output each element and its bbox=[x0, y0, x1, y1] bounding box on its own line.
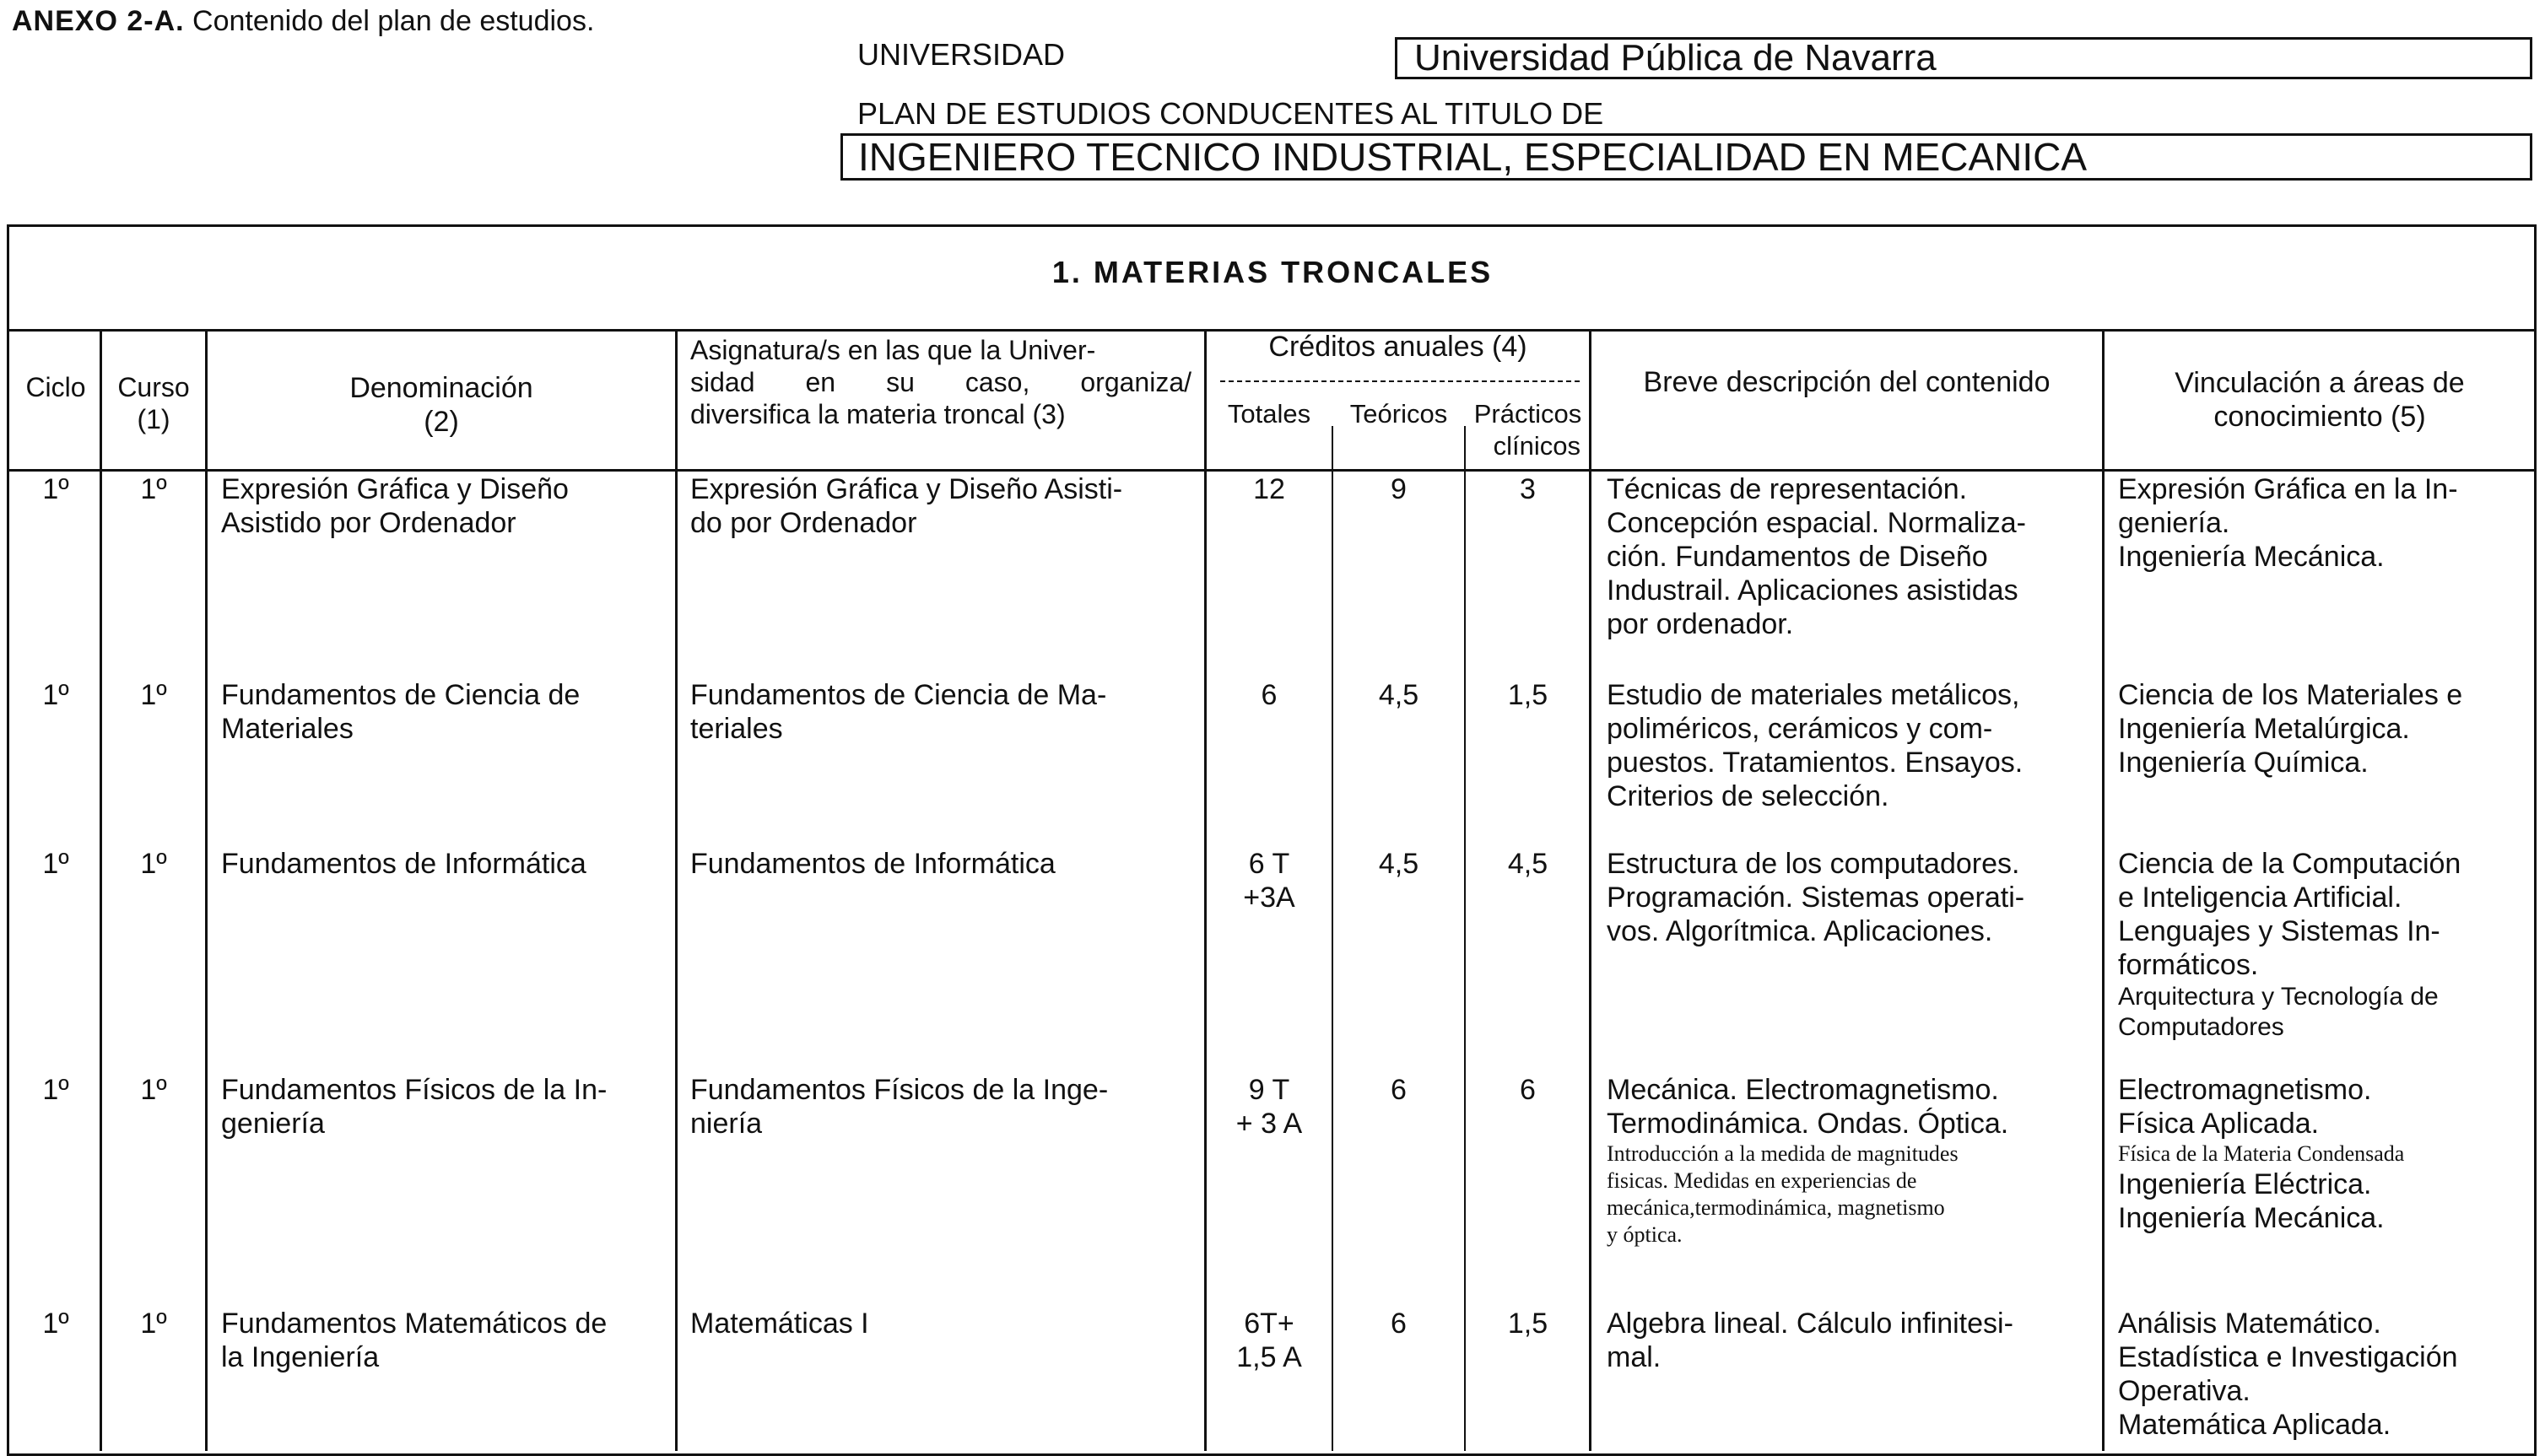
cell-line: Ingeniería Mecánica. bbox=[2118, 541, 2385, 573]
cell-descripcion bbox=[1607, 1307, 2100, 1374]
cell-line: puestos. Tratamientos. Ensayos. bbox=[1607, 747, 2024, 779]
col-header-descripcion: Breve descripción del contenido bbox=[1643, 366, 2051, 398]
cell-line: Análisis Matemático. bbox=[2118, 1308, 2381, 1340]
cell-practicos: 1,5 bbox=[1507, 679, 1548, 711]
cell-curso: 1º bbox=[140, 1074, 167, 1106]
annex-label: ANEXO 2-A. bbox=[12, 5, 185, 37]
cell-curso: 1º bbox=[140, 1308, 167, 1340]
cell-ciclo: 1º bbox=[42, 1308, 69, 1340]
cell-denominacion bbox=[221, 472, 668, 540]
cell-line: Expresión Gráfica y Diseño Asisti- bbox=[690, 473, 1123, 505]
cell-descripcion bbox=[1607, 472, 2100, 641]
cell-line: Ciencia de la Computación bbox=[2118, 848, 2461, 880]
cell-descripcion bbox=[1607, 678, 2100, 813]
cell-line: Fundamentos de Ciencia de Ma- bbox=[690, 679, 1107, 711]
cell-teoricos: 6 bbox=[1391, 1308, 1407, 1340]
cell-descripcion bbox=[1607, 1073, 2100, 1248]
cell-line: Fundamentos de Informática bbox=[221, 848, 586, 880]
cell-line: Técnicas de representación. bbox=[1607, 473, 1968, 505]
credits-divider bbox=[1220, 380, 1580, 382]
cell-line: e Inteligencia Artificial. bbox=[2118, 882, 2402, 914]
cell-line: 12 bbox=[1253, 473, 1285, 505]
col-rule bbox=[205, 329, 208, 1451]
cell-totales bbox=[1207, 472, 1332, 506]
cell-line: geniería bbox=[221, 1108, 325, 1140]
cell-vinculacion bbox=[2118, 1307, 2535, 1442]
table-title: 1. MATERIAS TRONCALES bbox=[1051, 255, 1494, 289]
cell-ciclo: 1º bbox=[42, 473, 69, 505]
cell-practicos: 4,5 bbox=[1507, 848, 1548, 880]
cell-line: Materiales bbox=[221, 713, 354, 745]
cell-totales bbox=[1207, 1073, 1332, 1141]
cell-line: Introducción a la medida de magnitudes bbox=[1607, 1141, 1959, 1166]
col-header-ciclo: Ciclo bbox=[25, 372, 86, 402]
cell-denominacion bbox=[221, 678, 668, 746]
cell-asignatura bbox=[690, 1307, 1197, 1340]
cell-curso: 1º bbox=[140, 473, 167, 505]
university-label: UNIVERSIDAD bbox=[857, 37, 1066, 72]
col-rule bbox=[1332, 426, 1333, 1451]
cell-line: Matemática Aplicada. bbox=[2118, 1409, 2391, 1441]
col-header-vinculacion: Vinculación a áreas de conocimiento (5) bbox=[2175, 367, 2465, 433]
cell-line: y óptica. bbox=[1607, 1222, 1683, 1247]
cell-line: Matemáticas I bbox=[690, 1308, 869, 1340]
cell-line: do por Ordenador bbox=[690, 507, 917, 539]
cell-line: Fundamentos Matemáticos de bbox=[221, 1308, 608, 1340]
cell-ciclo: 1º bbox=[42, 1074, 69, 1106]
cell-vinculacion bbox=[2118, 1073, 2535, 1235]
col-header-denominacion: Denominación (2) bbox=[349, 372, 533, 438]
cell-line: geniería. bbox=[2118, 507, 2230, 539]
cell-line: Criterios de selección. bbox=[1607, 780, 1889, 812]
cell-line: Física Aplicada. bbox=[2118, 1108, 2320, 1140]
annex-heading bbox=[12, 5, 594, 38]
cell-curso: 1º bbox=[140, 848, 167, 880]
cell-line: mal. bbox=[1607, 1341, 1662, 1373]
cell-line: fisicas. Medidas en experiencias de bbox=[1607, 1168, 1917, 1193]
cell-vinculacion bbox=[2118, 847, 2535, 1043]
cell-line: Concepción espacial. Normaliza- bbox=[1607, 507, 2027, 539]
cell-line: Ingeniería Química. bbox=[2118, 747, 2369, 779]
cell-denominacion bbox=[221, 847, 668, 881]
cell-teoricos: 6 bbox=[1391, 1074, 1407, 1106]
cell-line: Estudio de materiales metálicos, bbox=[1607, 679, 2020, 711]
cell-line: Estadística e Investigación bbox=[2118, 1341, 2458, 1373]
cell-ciclo: 1º bbox=[42, 679, 69, 711]
cell-line: Operativa. bbox=[2118, 1375, 2251, 1407]
cell-line: ción. Fundamentos de Diseño bbox=[1607, 541, 1988, 573]
plan-label: PLAN DE ESTUDIOS CONDUCENTES AL TITULO DE bbox=[857, 96, 1604, 131]
university-value: Universidad Pública de Navarra bbox=[1395, 37, 2532, 79]
cell-ciclo: 1º bbox=[42, 848, 69, 880]
col-rule bbox=[1589, 329, 1591, 1451]
col-rule bbox=[675, 329, 678, 1451]
cell-vinculacion bbox=[2118, 472, 2535, 574]
cell-line: Electromagnetismo. bbox=[2118, 1074, 2372, 1106]
cell-teoricos: 4,5 bbox=[1378, 679, 1419, 711]
cell-denominacion bbox=[221, 1307, 668, 1374]
cell-line: Ciencia de los Materiales e bbox=[2118, 679, 2463, 711]
cell-line: Ingeniería Mecánica. bbox=[2118, 1202, 2385, 1234]
cell-line: Computadores bbox=[2118, 1013, 2284, 1041]
cell-vinculacion bbox=[2118, 678, 2535, 779]
cell-line: Termodinámica. Ondas. Óptica. bbox=[1607, 1108, 2009, 1140]
cell-line: la Ingeniería bbox=[221, 1341, 380, 1373]
cell-line: Lenguajes y Sistemas In- bbox=[2118, 915, 2440, 947]
col-header-totales: Totales bbox=[1227, 399, 1311, 429]
cell-asignatura bbox=[690, 847, 1197, 881]
annex-text: Contenido del plan de estudios. bbox=[192, 5, 595, 37]
cell-line: Mecánica. Electromagnetismo. bbox=[1607, 1074, 1999, 1106]
cell-line: Fundamentos Físicos de la Inge- bbox=[690, 1074, 1109, 1106]
plan-value: INGENIERO TECNICO INDUSTRIAL, ESPECIALIDAD EN MECANICA bbox=[840, 133, 2532, 181]
col-header-teoricos: Teóricos bbox=[1349, 399, 1448, 429]
col-header-curso: Curso (1) bbox=[117, 372, 190, 434]
cell-line: +3A bbox=[1243, 882, 1295, 914]
cell-line: mecánica,termodinámica, magnetismo bbox=[1607, 1195, 1945, 1220]
cell-line: Industrail. Aplicaciones asistidas bbox=[1607, 574, 2018, 607]
cell-denominacion bbox=[221, 1073, 668, 1141]
cell-line: Arquitectura y Tecnología de bbox=[2118, 983, 2439, 1011]
cell-line: Ingeniería Metalúrgica. bbox=[2118, 713, 2410, 745]
cell-practicos: 3 bbox=[1520, 473, 1536, 505]
cell-line: niería bbox=[690, 1108, 763, 1140]
cell-teoricos: 9 bbox=[1391, 473, 1407, 505]
cell-line: 6 T bbox=[1248, 848, 1290, 880]
col-rule bbox=[1464, 426, 1466, 1451]
cell-teoricos: 4,5 bbox=[1378, 848, 1419, 880]
cell-line: 1,5 A bbox=[1236, 1341, 1302, 1373]
cell-curso: 1º bbox=[140, 679, 167, 711]
cell-line: Fundamentos de Ciencia de bbox=[221, 679, 581, 711]
cell-totales bbox=[1207, 1307, 1332, 1374]
cell-line: Estructura de los computadores. bbox=[1607, 848, 2020, 880]
cell-line: por ordenador. bbox=[1607, 608, 1794, 640]
cell-line: Expresión Gráfica y Diseño bbox=[221, 473, 569, 505]
cell-line: Expresión Gráfica en la In- bbox=[2118, 473, 2458, 505]
cell-line: Fundamentos Físicos de la In- bbox=[221, 1074, 608, 1106]
cell-line: poliméricos, cerámicos y com- bbox=[1607, 713, 1993, 745]
col-header-practicos: Prácticos clínicos bbox=[1473, 399, 1582, 461]
cell-descripcion bbox=[1607, 847, 2100, 948]
cell-line: vos. Algorítmica. Aplicaciones. bbox=[1607, 915, 1993, 947]
cell-line: 6 bbox=[1261, 679, 1278, 711]
cell-line: 9 T bbox=[1248, 1074, 1290, 1106]
cell-line: + 3 A bbox=[1235, 1108, 1303, 1140]
cell-asignatura bbox=[690, 1073, 1197, 1141]
col-rule bbox=[2102, 329, 2105, 1451]
cell-line: Programación. Sistemas operati- bbox=[1607, 882, 2025, 914]
header-rule bbox=[7, 469, 2537, 472]
cell-line: Ingeniería Eléctrica. bbox=[2118, 1168, 2372, 1200]
cell-asignatura bbox=[690, 472, 1197, 540]
cell-totales bbox=[1207, 678, 1332, 712]
col-header-asignatura: Asignatura/s en las que la Univer- sidad en su caso, organiza/ diversifica la materia troncal (3) bbox=[690, 335, 1191, 429]
cell-line: Física de la Materia Condensada bbox=[2118, 1141, 2405, 1166]
col-header-creditos: Créditos anuales (4) bbox=[1268, 331, 1527, 363]
cell-line: 6T+ bbox=[1244, 1308, 1294, 1340]
cell-line: Algebra lineal. Cálculo infinitesi- bbox=[1607, 1308, 2013, 1340]
cell-line: Fundamentos de Informática bbox=[690, 848, 1056, 880]
cell-line: Asistido por Ordenador bbox=[221, 507, 516, 539]
cell-line: teriales bbox=[690, 713, 783, 745]
cell-practicos: 6 bbox=[1520, 1074, 1536, 1106]
cell-asignatura bbox=[690, 678, 1197, 746]
cell-practicos: 1,5 bbox=[1507, 1308, 1548, 1340]
cell-line: formáticos. bbox=[2118, 949, 2259, 981]
cell-totales bbox=[1207, 847, 1332, 914]
